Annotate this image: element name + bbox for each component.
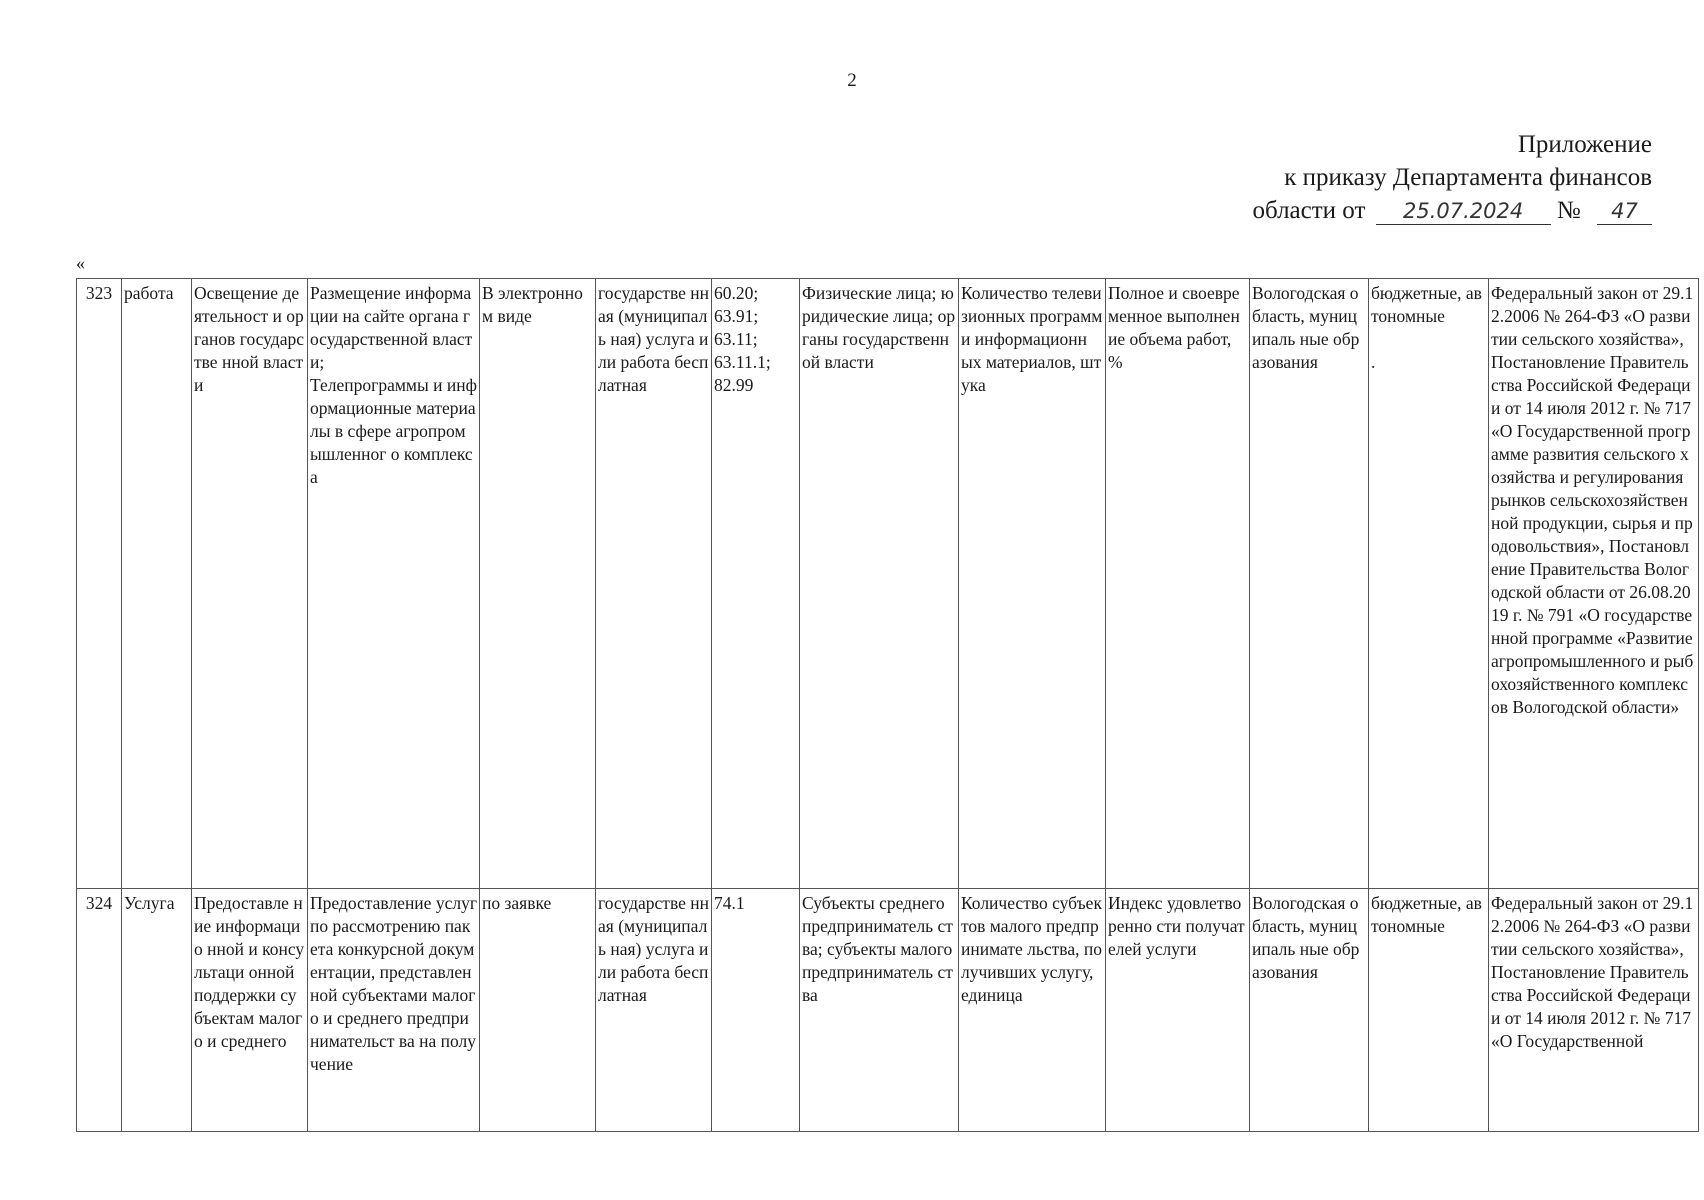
- order-date-line: [1252, 194, 1652, 227]
- cell-consumers: Субъекты среднего предприниматель ства; субъекты малого предприниматель ства: [800, 889, 959, 1132]
- number-label: №: [1556, 197, 1581, 224]
- cell-quality-indicator: Индекс удовлетворенно сти получателей услуги: [1106, 889, 1250, 1132]
- cell-quality-indicator: Полное и своевременное выполнение объема работ, %: [1106, 279, 1250, 889]
- cell-legal-basis: Федеральный закон от 29.12.2006 № 264-ФЗ «О развитии сельского хозяйства», Постановление Правительства Российской Федерации от 14 июля 2012 г. № 717 «О Государственной программе развития сельского хозяйства и регулирования рынков сельскохозяйственной продукции, сырья и продовольствия», Постановление Правительства Вологодской области от 26.08.2019 г. № 791 «О государственной программе «Развитие агропромышленного и рыбохозяйственного комплексов Вологодской области»: [1489, 279, 1699, 889]
- cell-content: Предоставление услуг по рассмотрению пакета конкурсной документации, представленной субъектами малого и среднего предпринимательст ва на получение: [308, 889, 480, 1132]
- cell-name: Предоставле ние информацио нной и консультаци онной поддержки субъектам малого и среднего: [192, 889, 308, 1132]
- cell-volume-indicator: Количество субъектов малого предпринимате льства, получивших услугу, единица: [959, 889, 1106, 1132]
- cell-type: Услуга: [122, 889, 192, 1132]
- cell-territory: Вологодская область, муниципаль ные образования: [1250, 889, 1369, 1132]
- cell-codes: 74.1: [712, 889, 800, 1132]
- order-reference: к приказу Департамента финансов: [1284, 164, 1652, 191]
- cell-number: 323: [77, 279, 122, 889]
- handwritten-number: 47: [1597, 198, 1652, 225]
- cell-name: Освещение деятельност и органов государстве нной власти: [192, 279, 308, 889]
- cell-legal-basis: Федеральный закон от 29.12.2006 № 264-ФЗ «О развитии сельского хозяйства», Постановление Правительства Российской Федерации от 14 июля 2012 г. № 717 «О Государственной: [1489, 889, 1699, 1132]
- cell-institution-type: бюджетные, автономные: [1369, 889, 1489, 1132]
- cell-content: Размещение информации на сайте органа государственной власти; Телепрограммы и информационные материалы в сфере агропромышленног о комплекса: [308, 279, 480, 889]
- services-table: [76, 278, 1699, 1132]
- handwritten-date: 25.07.2024: [1376, 198, 1551, 225]
- cell-consumers: Физические лица; юридические лица; органы государственной власти: [800, 279, 959, 889]
- cell-institution-type: бюджетные, автономные .: [1369, 279, 1489, 889]
- cell-kind: государстве нная (муниципаль ная) услуга или работа бесплатная: [596, 889, 712, 1132]
- page-number: 2: [847, 70, 857, 91]
- opening-quote: «: [76, 253, 85, 273]
- cell-kind: государстве нная (муниципаль ная) услуга или работа бесплатная: [596, 279, 712, 889]
- cell-form: В электронном виде: [480, 279, 596, 889]
- cell-volume-indicator: Количество телевизионных программ и информационн ых материалов, штука: [959, 279, 1106, 889]
- table-row: [77, 889, 1699, 1132]
- cell-number: 324: [77, 889, 122, 1132]
- appendix-title: Приложение: [1517, 131, 1652, 158]
- cell-form: по заявке: [480, 889, 596, 1132]
- order-date-prefix: области от: [1252, 197, 1366, 224]
- table-row: [77, 279, 1699, 889]
- appendix-header: [1252, 128, 1652, 227]
- cell-codes: 60.20; 63.91; 63.11; 63.11.1; 82.99: [712, 279, 800, 889]
- cell-territory: Вологодская область, муниципаль ные образования: [1250, 279, 1369, 889]
- cell-type: работа: [122, 279, 192, 889]
